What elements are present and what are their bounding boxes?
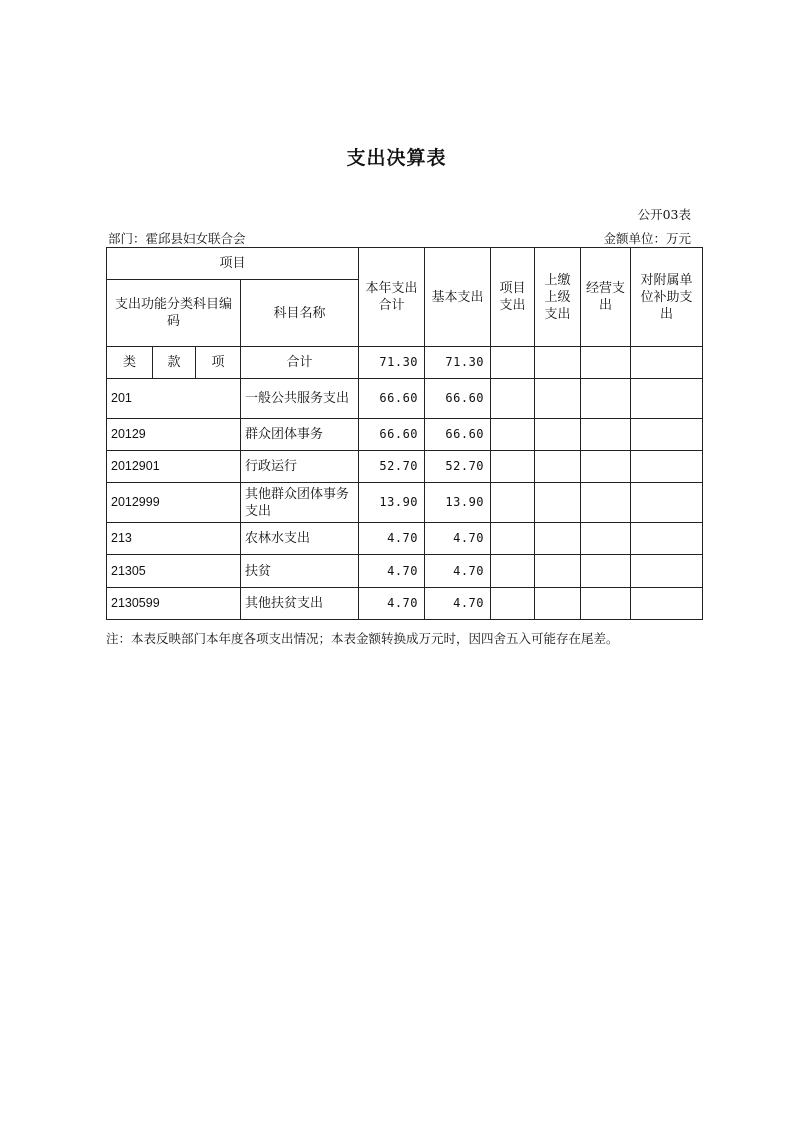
header-total: 本年支出合计 [359, 248, 425, 347]
row-code: 21305 [107, 555, 241, 588]
row-basic: 66.60 [425, 379, 491, 419]
row-name: 行政运行 [241, 451, 359, 483]
header-project: 项目 [107, 248, 359, 280]
header-row-1 [107, 248, 703, 280]
row-basic: 4.70 [425, 523, 491, 555]
expenditure-table [106, 247, 703, 620]
row-name: 扶贫 [241, 555, 359, 588]
header-func-code: 支出功能分类科目编码 [107, 280, 241, 347]
department-label: 部门：霍邱县妇女联合会 [108, 231, 246, 246]
table-row [107, 483, 703, 523]
footnote: 注：本表反映部门本年度各项支出情况；本表金额转换成万元时，因四舍五入可能存在尾差。 [106, 631, 619, 646]
row-basic: 4.70 [425, 588, 491, 620]
row-total: 52.70 [359, 451, 425, 483]
row-name: 其他群众团体事务支出 [241, 483, 359, 523]
row-name: 农林水支出 [241, 523, 359, 555]
table-row [107, 419, 703, 451]
row-total: 4.70 [359, 523, 425, 555]
table-row [107, 523, 703, 555]
header-lei: 类 [107, 347, 153, 379]
row-basic: 13.90 [425, 483, 491, 523]
header-upper-payment: 上缴上级支出 [535, 248, 581, 347]
header-subject-name: 科目名称 [241, 280, 359, 347]
row-code: 213 [107, 523, 241, 555]
row-total: 66.60 [359, 379, 425, 419]
table-row [107, 379, 703, 419]
row-basic: 66.60 [425, 419, 491, 451]
row-basic: 52.70 [425, 451, 491, 483]
row-name: 其他扶贫支出 [241, 588, 359, 620]
header-project-expenditure: 项目支出 [491, 248, 535, 347]
table-row [107, 555, 703, 588]
row-code: 201 [107, 379, 241, 419]
header-basic: 基本支出 [425, 248, 491, 347]
amount-unit-label: 金额单位：万元 [603, 231, 691, 246]
row-name: 一般公共服务支出 [241, 379, 359, 419]
row-total: 4.70 [359, 555, 425, 588]
row-code: 2130599 [107, 588, 241, 620]
sum-basic: 71.30 [425, 347, 491, 379]
table-row [107, 588, 703, 620]
page-title: 支出决算表 [346, 147, 447, 169]
sum-label: 合计 [241, 347, 359, 379]
header-subsidy: 对附属单位补助支出 [631, 248, 703, 347]
row-total: 66.60 [359, 419, 425, 451]
table-code: 公开03表 [637, 207, 691, 222]
header-kuan: 款 [153, 347, 196, 379]
header-row-3 [107, 347, 703, 379]
row-code: 2012999 [107, 483, 241, 523]
row-total: 13.90 [359, 483, 425, 523]
row-code: 20129 [107, 419, 241, 451]
sum-total: 71.30 [359, 347, 425, 379]
table-row [107, 451, 703, 483]
header-business: 经营支出 [581, 248, 631, 347]
header-xiang: 项 [196, 347, 241, 379]
row-code: 2012901 [107, 451, 241, 483]
row-basic: 4.70 [425, 555, 491, 588]
row-total: 4.70 [359, 588, 425, 620]
row-name: 群众团体事务 [241, 419, 359, 451]
